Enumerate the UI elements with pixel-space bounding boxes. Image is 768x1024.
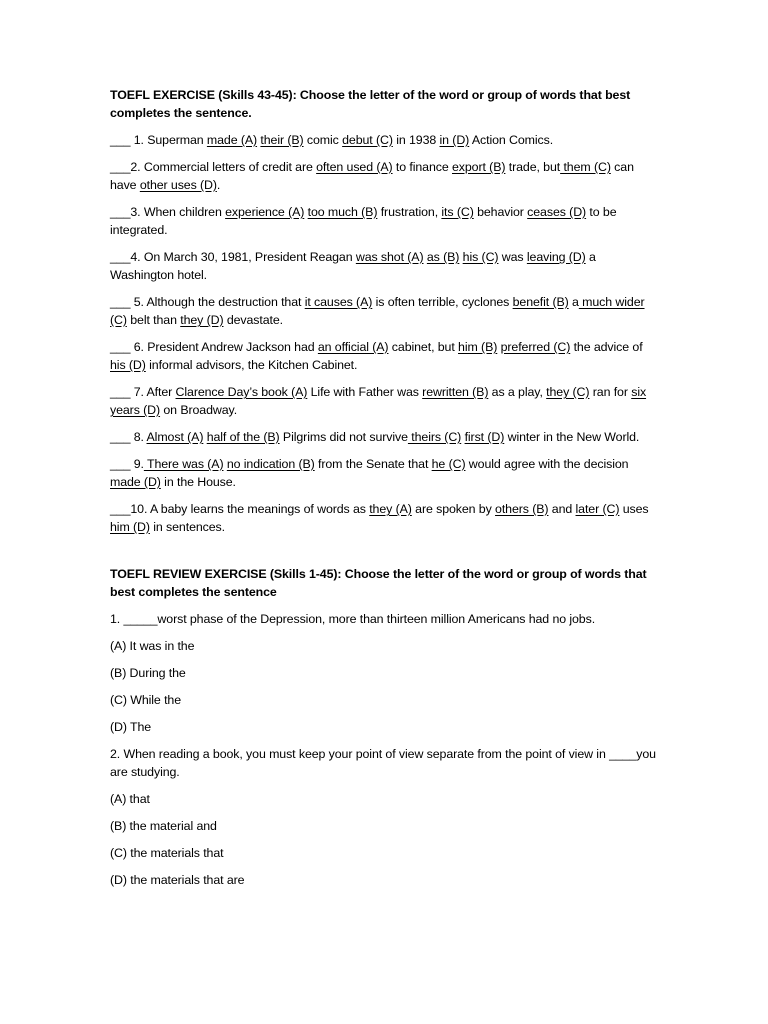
sentence-text: from the Senate that [314, 457, 432, 471]
sentence-text: ___2. Commercial letters of credit are [110, 160, 317, 174]
sentence-text: a [568, 295, 579, 309]
answer-choice: half of the (B) [206, 430, 280, 444]
sentence-text: behavior [473, 205, 528, 219]
answer-choice: others (B) [495, 502, 549, 516]
answer-choice: Clarence Day’s book (A) [175, 385, 308, 399]
sentence-text: in the House. [160, 475, 236, 489]
sentence-text: ___10. A baby learns the meanings of words as [110, 502, 370, 516]
answer-choice: they (A) [369, 502, 412, 516]
sentence-text: in sentences. [149, 520, 225, 534]
sentence-text: ___ 9. [110, 457, 144, 471]
answer-choice: it causes (A) [304, 295, 373, 309]
sentence-text: a Washington hotel. [110, 250, 596, 282]
answer-choice: debut (C) [342, 133, 393, 147]
question-stem: 1. _____worst phase of the Depression, more than thirteen million Americans had no jobs. [110, 612, 596, 626]
sentence-text: devastate. [223, 313, 284, 327]
exercise-heading: TOEFL EXERCISE (Skills 43-45): Choose the letter of the word or group of words that best completes the sentence. [110, 88, 631, 120]
answer-choice: he (C) [431, 457, 466, 471]
sentence-text: ran for [589, 385, 632, 399]
document-body [110, 86, 658, 889]
sentence-text: ___ 8. [110, 430, 147, 444]
answer-option: (C) While the [110, 693, 181, 707]
exercise-item [110, 500, 658, 536]
sentence-text: trade, but [505, 160, 561, 174]
answer-choice: first (D) [464, 430, 505, 444]
sentence-text: was [498, 250, 527, 264]
sentence-text: winter in the New World. [504, 430, 640, 444]
sentence-text: cabinet, but [388, 340, 459, 354]
sentence-text: ___3. When children [110, 205, 226, 219]
answer-choice: too much (B) [307, 205, 378, 219]
answer-choice: six years (D) [110, 385, 647, 417]
answer-choice: rewritten (B) [422, 385, 489, 399]
review-section [110, 565, 658, 889]
answer-choice: benefit (B) [512, 295, 569, 309]
answer-choice: him (D) [110, 520, 150, 534]
sentence-text: are spoken by [411, 502, 496, 516]
answer-choice: they (D) [180, 313, 224, 327]
sentence-text: Life with Father was [307, 385, 423, 399]
answer-choice: much wider (C) [110, 295, 645, 327]
exercise-item [110, 428, 658, 446]
answer-choice: preferred (C) [500, 340, 571, 354]
sentence-text: the advice of [570, 340, 643, 354]
answer-choice: his (C) [462, 250, 499, 264]
sentence-text: Pilgrims did not survive [279, 430, 408, 444]
sentence-text: ___ 5. Although the destruction that [110, 295, 305, 309]
answer-choice: experience (A) [225, 205, 305, 219]
answer-choice: Almost (A) [146, 430, 204, 444]
answer-choice: him (B) [458, 340, 498, 354]
answer-option: (D) The [110, 720, 152, 734]
answer-choice: his (D) [110, 358, 146, 372]
exercise-item [110, 203, 658, 239]
answer-option: (A) It was in the [110, 639, 195, 653]
exercise-items [110, 131, 658, 536]
answer-choice: their (B) [260, 133, 304, 147]
answer-option: (A) that [110, 792, 150, 806]
sentence-text: on Broadway. [160, 403, 238, 417]
sentence-text: frustration, [377, 205, 442, 219]
sentence-text: ___ 1. Superman [110, 133, 207, 147]
answer-option: (C) the materials that [110, 846, 224, 860]
sentence-text: to finance [392, 160, 452, 174]
review-questions [110, 610, 658, 889]
sentence-text: would agree with the decision [465, 457, 629, 471]
exercise-item [110, 131, 658, 149]
answer-choice: often used (A) [316, 160, 393, 174]
exercise-item [110, 248, 658, 284]
sentence-text: comic [303, 133, 343, 147]
answer-choice: them (C) [560, 160, 611, 174]
answer-choice: other uses (D) [139, 178, 217, 192]
exercise-item [110, 455, 658, 491]
sentence-text: as a play, [488, 385, 547, 399]
answer-choice: no indication (B) [226, 457, 315, 471]
answer-choice: they (C) [546, 385, 590, 399]
sentence-text: belt than [126, 313, 181, 327]
exercise-item [110, 293, 658, 329]
answer-choice: an official (A) [317, 340, 389, 354]
sentence-text: and [548, 502, 576, 516]
sentence-text: is often terrible, cyclones [372, 295, 513, 309]
exercise-item [110, 338, 658, 374]
sentence-text: in 1938 [392, 133, 440, 147]
sentence-text: Action Comics. [469, 133, 554, 147]
answer-option: (B) the material and [110, 819, 217, 833]
answer-choice: made (D) [110, 475, 161, 489]
answer-option: (D) the materials that are [110, 873, 245, 887]
answer-choice: leaving (D) [526, 250, 586, 264]
answer-choice: in (D) [439, 133, 470, 147]
answer-choice: There was (A) [143, 457, 224, 471]
question-stem: 2. When reading a book, you must keep your point of view separate from the point of view in ____you are studying. [110, 747, 656, 779]
exercise-item [110, 383, 658, 419]
exercise-item [110, 158, 658, 194]
review-heading: TOEFL REVIEW EXERCISE (Skills 1-45): Choose the letter of the word or group of words that best completes the sentence [110, 567, 647, 599]
sentence-text: ___ 7. After [110, 385, 176, 399]
answer-choice: made (A) [206, 133, 258, 147]
sentence-text: to be integrated. [110, 205, 617, 237]
answer-choice: as (B) [426, 250, 460, 264]
answer-choice: its (C) [441, 205, 474, 219]
sentence-text: informal advisors, the Kitchen Cabinet. [145, 358, 358, 372]
sentence-text: ___ 6. President Andrew Jackson had [110, 340, 318, 354]
answer-choice: later (C) [575, 502, 620, 516]
sentence-text: can have [110, 160, 634, 192]
answer-choice: was shot (A) [355, 250, 424, 264]
sentence-text: ___4. On March 30, 1981, President Reagan [110, 250, 356, 264]
answer-option: (B) During the [110, 666, 186, 680]
sentence-text: uses [619, 502, 649, 516]
answer-choice: theirs (C) [407, 430, 462, 444]
answer-choice: export (B) [452, 160, 506, 174]
sentence-text: . [216, 178, 221, 192]
answer-choice: ceases (D) [527, 205, 587, 219]
